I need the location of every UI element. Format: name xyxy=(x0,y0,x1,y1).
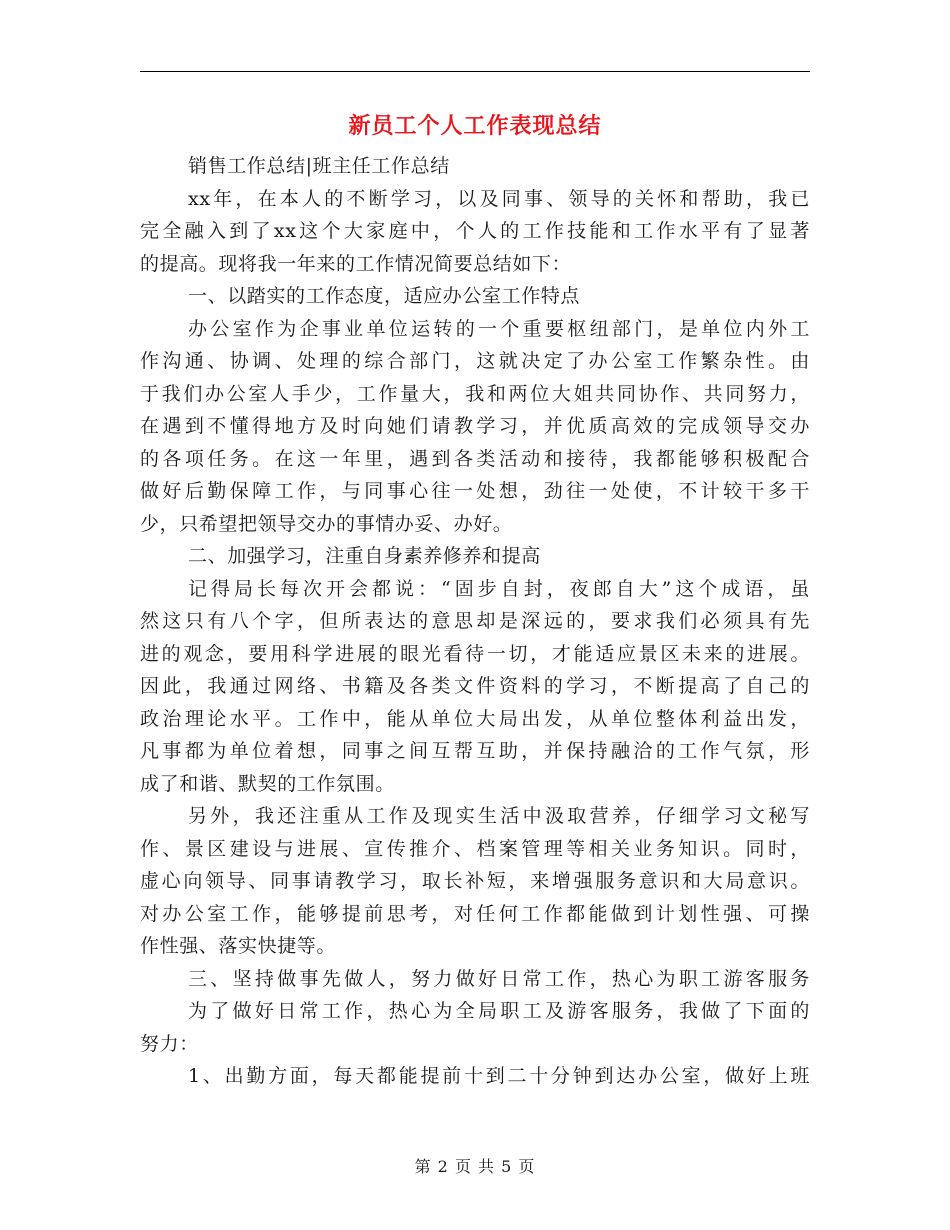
text-line: 做好后勤保障工作，与同事心往一处想，劲往一处使，不计较干多干 xyxy=(140,480,810,502)
text-line: 努力： xyxy=(140,1032,199,1055)
text-line: 1、出勤方面，每天都能提前十到二十分钟到达办公室，做好上班 xyxy=(188,1065,810,1087)
text-line: 对办公室工作，能够提前思考，对任何工作都能做到计划性强、可操 xyxy=(140,902,810,925)
text-line: 一、以踏实的工作态度，适应办公室工作特点 xyxy=(188,285,581,307)
text-line: 记得局长每次开会都说：“固步自封，夜郎自大”这个成语，虽 xyxy=(188,577,810,600)
text-line: 然这只有八个字，但所表达的意思却是深远的，要求我们必须具有先 xyxy=(140,610,810,632)
text-line: 作、景区建设与进展、宣传推介、档案管理等相关业务知识。同时， xyxy=(140,837,810,860)
text-line: 在遇到不懂得地方及时向她们请教学习，并优质高效的完成领导交办 xyxy=(140,415,810,437)
text-line: 三、坚持做事先做人，努力做好日常工作，热心为职工游客服务 xyxy=(188,967,810,990)
page-footer: 第 2 页 共 5 页 xyxy=(414,1157,536,1176)
text-line: 成了和谐、默契的工作氛围。 xyxy=(140,772,395,795)
text-line: xx年，在本人的不断学习，以及同事、领导的关怀和帮助，我已 xyxy=(188,187,810,210)
text-line: 销售工作总结|班主任工作总结 xyxy=(188,155,450,177)
text-line: 凡事都为单位着想，同事之间互帮互助，并保持融洽的工作气氛，形 xyxy=(140,740,810,762)
text-line: 为了做好日常工作，热心为全局职工及游客服务，我做了下面的 xyxy=(188,1000,810,1022)
header-rule xyxy=(140,71,810,72)
document-body xyxy=(140,150,810,1093)
text-line: 完全融入到了xx这个大家庭中，个人的工作技能和工作水平有了显著 xyxy=(140,220,810,242)
text-line: 因此，我通过网络、书籍及各类文件资料的学习，不断提高了自己的 xyxy=(140,675,810,697)
text-line: 政治理论水平。工作中，能从单位大局出发，从单位整体利益出发， xyxy=(140,707,810,730)
text-line: 二、加强学习，注重自身素养修养和提高 xyxy=(188,545,541,567)
text-line: 作沟通、协调、处理的综合部门，这就决定了办公室工作繁杂性。由 xyxy=(140,350,810,372)
text-line: 的各项任务。在这一年里，遇到各类活动和接待，我都能够积极配合 xyxy=(140,447,810,470)
text-line: 于我们办公室人手少，工作量大，我和两位大姐共同协作、共同努力， xyxy=(140,382,810,405)
text-line: 进的观念，要用科学进展的眼光看待一切，才能适应景区未来的进展。 xyxy=(140,642,810,665)
text-line: 办公室作为企事业单位运转的一个重要枢纽部门，是单位内外工 xyxy=(188,317,810,340)
text-line: 虚心向领导、同事请教学习，取长补短，来增强服务意识和大局意识。 xyxy=(140,870,810,892)
text-line: 的提高。现将我一年来的工作情况简要总结如下： xyxy=(140,252,572,275)
text-line: 作性强、落实快捷等。 xyxy=(140,935,337,957)
text-line: 另外，我还注重从工作及现实生活中汲取营养，仔细学习文秘写 xyxy=(188,805,810,827)
text-line: 少，只希望把领导交办的事情办妥、办好。 xyxy=(140,512,513,535)
document-title: 新员工个人工作表现总结 xyxy=(348,113,602,139)
